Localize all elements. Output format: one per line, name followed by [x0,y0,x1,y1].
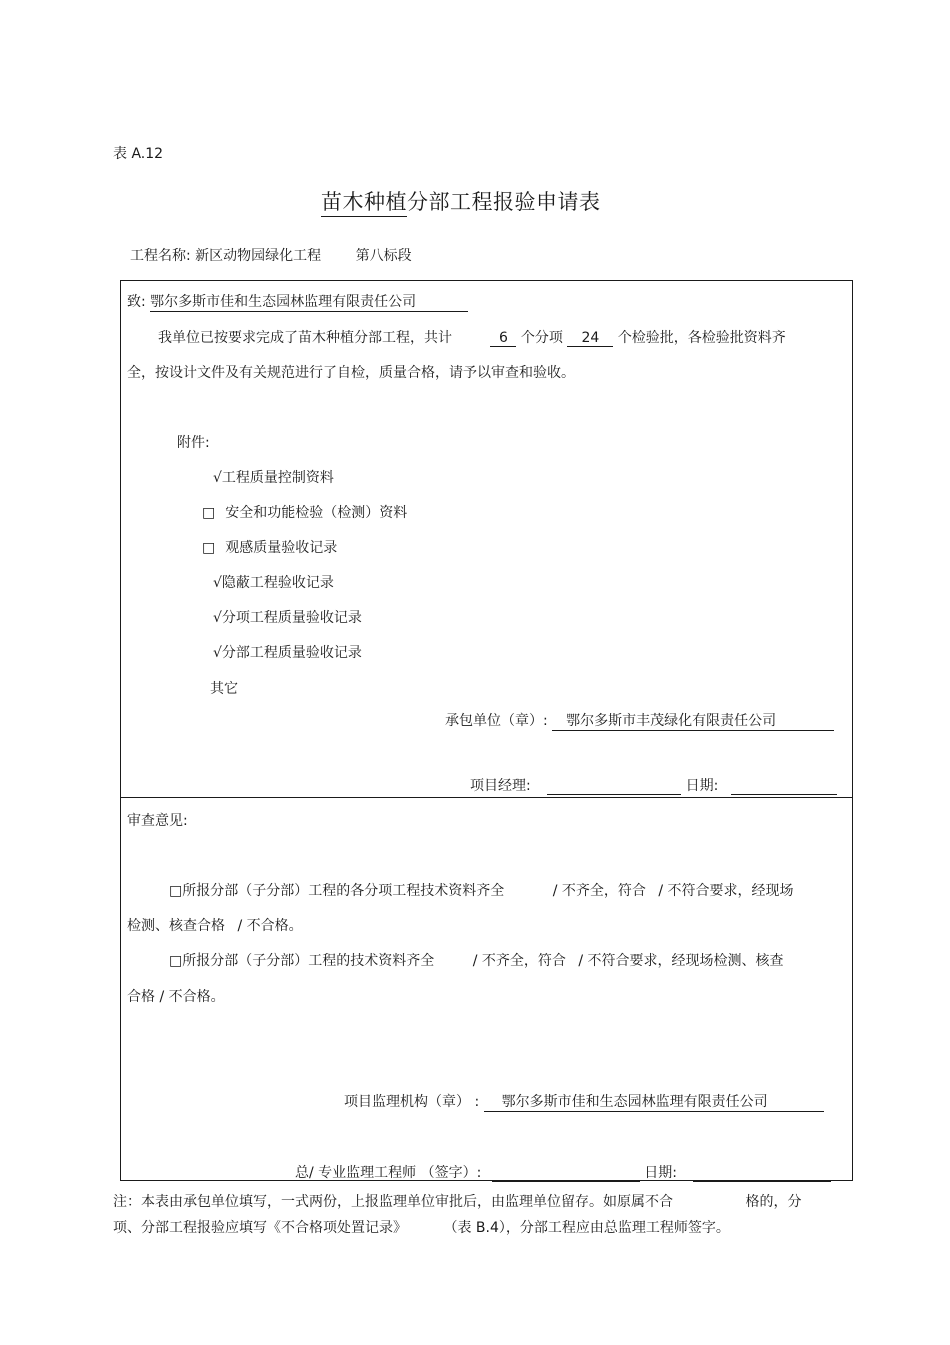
check-mark-icon: √ [213,645,222,661]
attachment-item [213,572,334,592]
project-section: 第八标段 [355,248,412,264]
note-2a: 项、分部工程报验应填写《不合格项处置记录》 [113,1220,407,1236]
attachment-text: 分项工程质量验收记录 [221,610,362,626]
note-1b: 格的，分 [745,1194,802,1210]
title-highlight: 苗木种植 [321,186,407,217]
body-suffix: 个检验批，各检验批资料齐 [617,330,786,346]
page-title [321,186,601,217]
recipient-name: 鄂尔多斯市佳和生态园林监理有限责任公司 [150,291,468,312]
attachment-item [202,537,337,557]
manager-label: 项目经理: [470,778,531,794]
attachment-item [202,502,407,522]
note-line-1 [113,1191,801,1211]
supervisor-org-name: 鄂尔多斯市佳和生态园林监理有限责任公司 [484,1091,824,1112]
review-p1-d: 检测、核查合格 [127,918,225,934]
manager-signature-field[interactable] [547,778,681,795]
attachment-text: 隐蔽工程验收记录 [221,575,334,591]
sub-items-count: 6 [490,330,516,347]
engineer-date-label: 日期: [644,1165,677,1181]
manager-date-field[interactable] [731,778,837,795]
contractor-name: 鄂尔多斯市丰茂绿化有限责任公司 [552,710,834,731]
attachment-text: 工程质量控制资料 [221,470,334,486]
engineer-line [295,1162,831,1182]
date-label: 日期: [685,778,719,794]
body-line-2: 全，按设计文件及有关规范进行了自检，质量合格，请予以审查和验收。 [127,365,575,381]
note-1a: 注：本表由承包单位填写，一式两份，上报监理单位审批后，由监理单位留存。如原属不合 [113,1194,673,1210]
supervisor-org-label: 项目监理机构（章） : [344,1094,480,1110]
attachment-other: 其它 [210,681,238,697]
review-p2-a: □所报分部（子分部）工程的技术资料齐全 [169,953,435,969]
to-label: 致: [127,294,146,310]
check-mark-icon: √ [213,610,222,626]
engineer-date-field[interactable] [693,1165,831,1182]
review-p2-line1 [169,950,783,970]
body-line-1 [158,327,786,347]
contractor-label: 承包单位（章）: [445,713,548,729]
note-line-2 [113,1217,730,1237]
review-p1-c: / 不符合要求，经现场 [658,883,794,899]
title-rest: 分部工程报验申请表 [407,190,601,214]
manager-line [470,775,837,795]
check-mark-icon: √ [213,470,222,486]
attachment-item [213,467,334,487]
batches-count: 24 [567,330,613,347]
supervisor-org-line [344,1091,824,1112]
review-p2-line2: 合格 / 不合格。 [127,989,225,1005]
review-p2-c: / 不符合要求，经现场检测、核查 [578,953,784,969]
checkbox-empty-icon: □ [202,540,216,556]
check-mark-icon: √ [213,575,222,591]
attachment-text: 安全和功能检验（检测）资料 [225,505,408,521]
recipient-line [127,291,468,312]
project-label: 工程名称: [130,248,191,264]
note-2b: （表 B.4），分部工程应由总监理工程师签字。 [443,1220,730,1236]
contractor-line [445,710,834,731]
project-name: 新区动物园绿化工程 [195,248,322,264]
review-p1-e: / 不合格。 [237,918,303,934]
attachment-text: 观感质量验收记录 [225,540,338,556]
review-p1-b: / 不齐全，符合 [552,883,646,899]
checkbox-empty-icon: □ [202,505,216,521]
review-p1-line2 [127,915,303,935]
review-label: 审查意见: [127,813,188,829]
review-p1-a: □所报分部（子分部）工程的各分项工程技术资料齐全 [169,883,505,899]
attachment-item [213,642,362,662]
attachment-text: 分部工程质量验收记录 [221,645,362,661]
form-code: 表 A.12 [113,146,164,162]
review-p2-b: / 不齐全，符合 [472,953,566,969]
review-p1-line1 [169,880,793,900]
engineer-signature-field[interactable] [492,1165,640,1182]
attachments-label: 附件: [177,435,210,451]
section-divider [120,797,853,798]
body-prefix: 我单位已按要求完成了苗木种植分部工程，共计 [158,330,452,346]
project-line [130,245,412,265]
body-mid: 个分项 [520,330,563,346]
engineer-label: 总/ 专业监理工程师 （签字）: [295,1165,482,1181]
attachment-item [213,607,362,627]
